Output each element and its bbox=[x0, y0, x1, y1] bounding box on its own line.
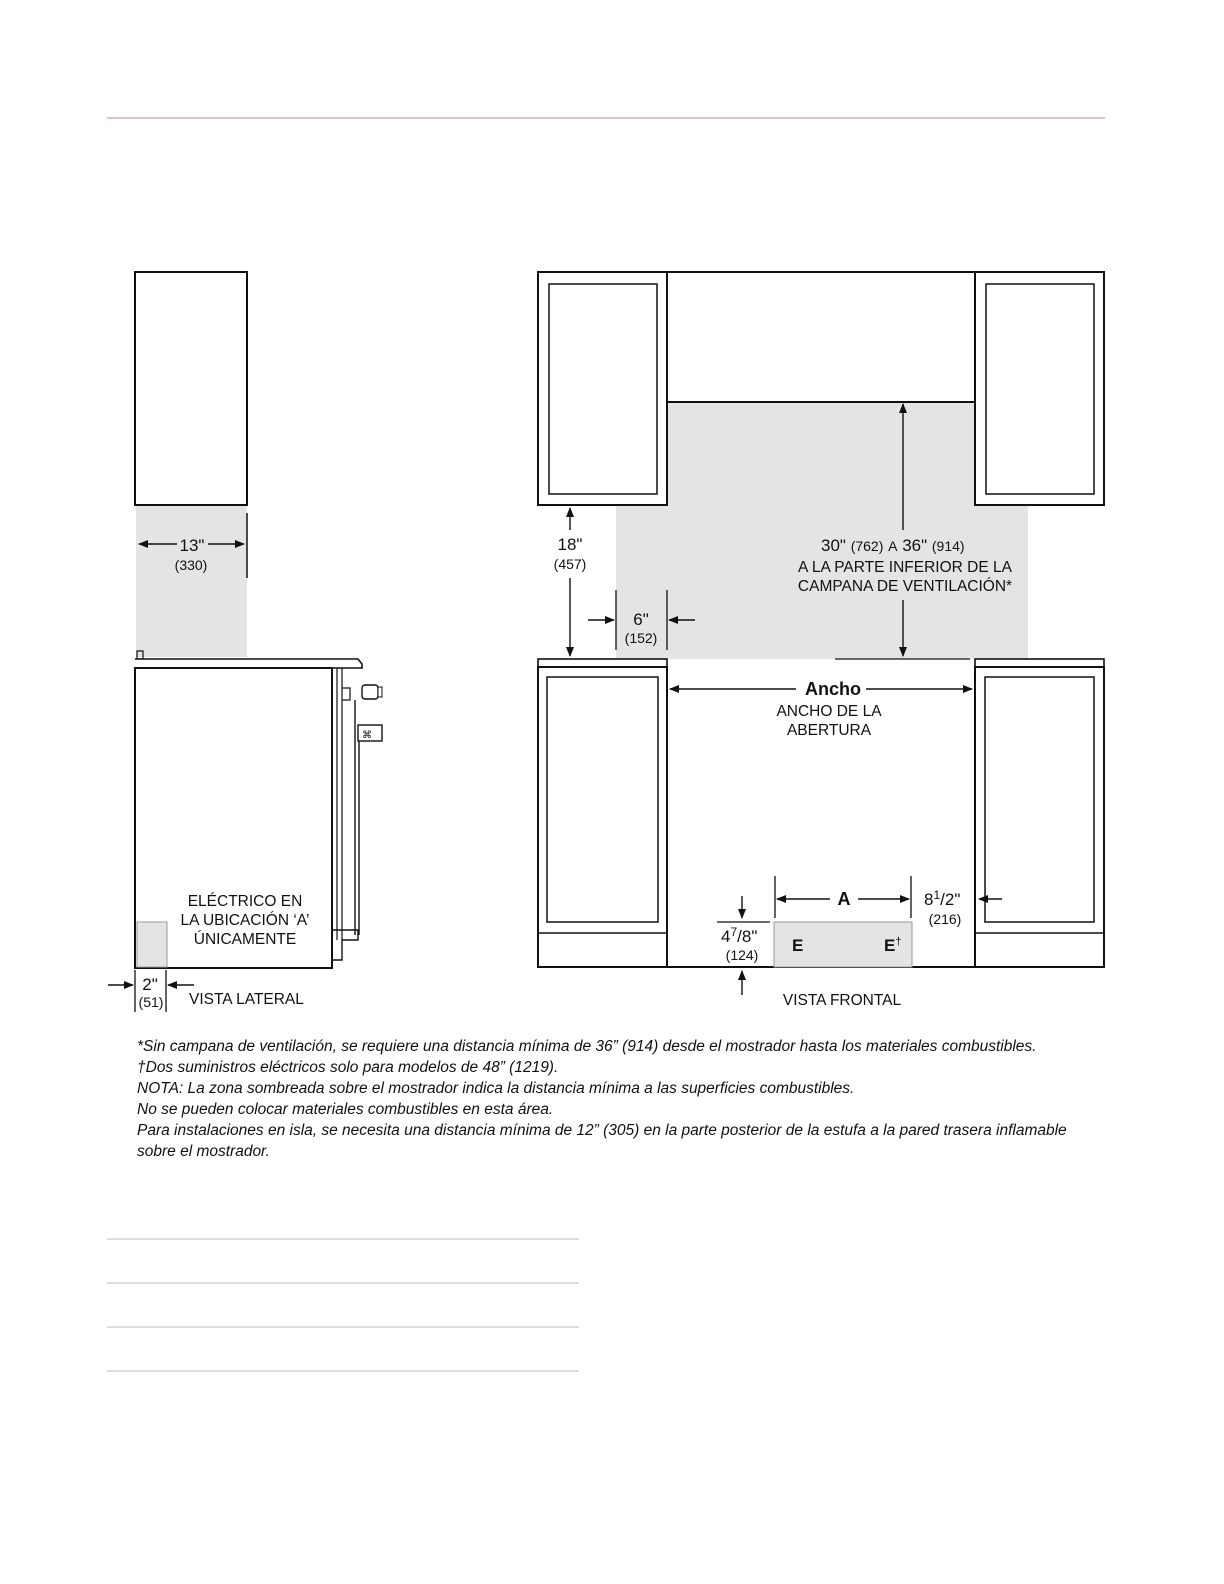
side-range-logo-icon: ⌘ bbox=[362, 730, 372, 741]
table-rule bbox=[107, 1282, 579, 1284]
front-hood-line1: A LA PARTE INFERIOR DE LA bbox=[798, 559, 1012, 576]
table-rule bbox=[107, 1326, 579, 1328]
front-countertop-right bbox=[975, 659, 1104, 667]
front-dim-8: $8^1/2$" bbox=[924, 888, 961, 909]
side-outlet-area bbox=[137, 922, 167, 967]
front-upper-cabinet-right bbox=[975, 272, 1104, 505]
side-view bbox=[108, 272, 382, 1012]
front-dim-6: 6" bbox=[633, 610, 649, 629]
side-dim-13-mm: (330) bbox=[174, 557, 208, 573]
front-opening-line2: ABERTURA bbox=[786, 722, 872, 739]
side-electrical-line2: LA UBICACIÓN ‘A’ bbox=[180, 912, 310, 929]
front-outlet-left: E bbox=[792, 936, 804, 955]
front-hood-dims: 30" (762) A 36" (914) bbox=[821, 536, 965, 555]
note-no-combustibles: No se pueden colocar materiales combustibles en esta área. bbox=[137, 1101, 554, 1118]
front-dim-8-mm: (216) bbox=[928, 911, 962, 927]
front-countertop-left bbox=[538, 659, 667, 667]
front-width-label: Ancho bbox=[805, 679, 861, 699]
side-range-toe bbox=[332, 930, 358, 960]
side-view-label: VISTA LATERAL bbox=[189, 991, 304, 1008]
front-dim-a: A bbox=[837, 889, 851, 909]
side-dim-13: 13" bbox=[179, 536, 205, 555]
front-dim-18-mm: (457) bbox=[553, 556, 587, 572]
side-clearance-shade bbox=[136, 505, 247, 657]
front-dim-4-mm: (124) bbox=[725, 947, 759, 963]
side-dim-2: 2" bbox=[142, 975, 158, 994]
table-rule bbox=[107, 1370, 579, 1372]
front-dim-4: $4^7/8$" bbox=[721, 925, 758, 946]
side-dim-2-mm: (51) bbox=[138, 994, 164, 1010]
table-rule bbox=[107, 1238, 579, 1240]
side-range-door-handle bbox=[342, 688, 350, 700]
front-upper-cabinet-left bbox=[538, 272, 667, 505]
side-range-cooktop bbox=[135, 659, 362, 668]
note-hood: *Sin campana de ventilación, se requiere una distancia mínima de 36” (914) desde el mostrador hasta los materiales combustibles. bbox=[137, 1038, 1037, 1055]
front-dim-18: 18" bbox=[557, 535, 583, 554]
side-range-knob-cap bbox=[378, 687, 382, 697]
front-view bbox=[538, 272, 1104, 1009]
front-hood bbox=[667, 272, 975, 402]
side-range-knob bbox=[362, 685, 378, 699]
front-hood-line2: CAMPANA DE VENTILACIÓN* bbox=[797, 578, 1013, 595]
front-view-label: VISTA FRONTAL bbox=[782, 992, 902, 1009]
side-electrical-line3: ÚNICAMENTE bbox=[193, 931, 297, 948]
note-shaded-zone: NOTA: La zona sombreada sobre el mostrador indica la distancia mínima a las superficies combustibles. bbox=[137, 1080, 855, 1097]
side-upper-cabinet bbox=[135, 272, 247, 505]
front-outlet-right: E† bbox=[884, 936, 902, 955]
footnotes bbox=[137, 1036, 1097, 1162]
front-opening-line1: ANCHO DE LA bbox=[776, 703, 882, 720]
side-electrical-line1: ELÉCTRICO EN bbox=[187, 893, 303, 910]
note-island: Para instalaciones en isla, se necesita una distancia mínima de 12” (305) en la parte posterior de la estufa a la pared trasera inflamable sobre el mostrador. bbox=[137, 1122, 1067, 1160]
front-dim-6-mm: (152) bbox=[624, 630, 658, 646]
note-dual-supply: †Dos suministros eléctricos solo para modelos de 48” (1219). bbox=[137, 1059, 559, 1076]
